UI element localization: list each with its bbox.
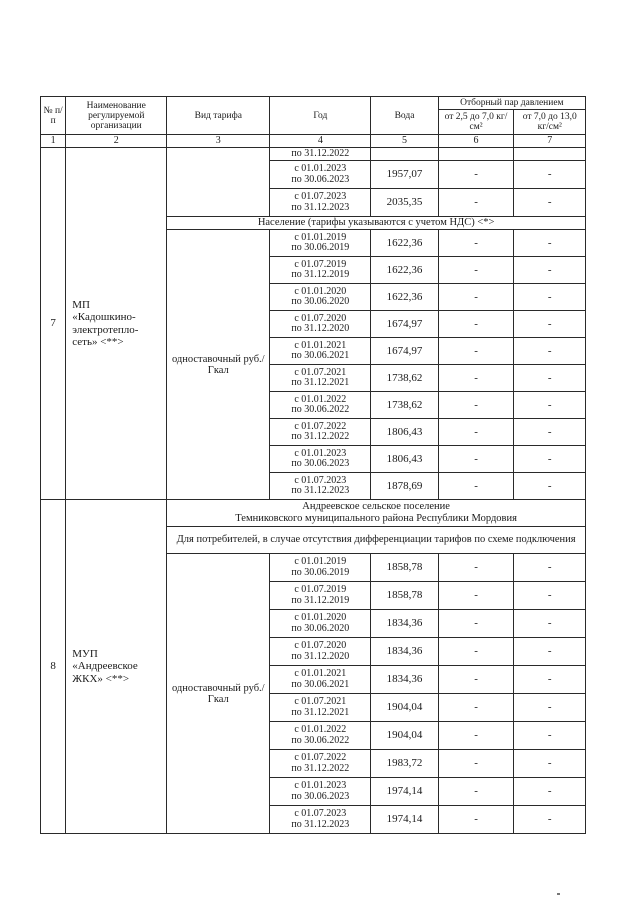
- period-from: с 01.07.2023: [294, 191, 347, 202]
- steam-low-value: -: [438, 257, 514, 284]
- water-value: 1858,78: [371, 554, 438, 582]
- scan-speck: [557, 893, 560, 895]
- header-steam: Отборный пар давлением: [438, 97, 585, 110]
- period-to: по 30.06.2021: [291, 350, 350, 361]
- steam-high-value: -: [514, 610, 586, 638]
- steam-high-value: -: [514, 257, 586, 284]
- period-to: по 30.06.2020: [291, 296, 350, 307]
- settlement-line: Темниковского муниципального района Республики Мордовия: [235, 513, 517, 524]
- steam-high-value: -: [514, 778, 586, 806]
- steam-low-value: -: [438, 161, 514, 189]
- water-value: 1738,62: [371, 365, 438, 392]
- steam-low-value: -: [438, 750, 514, 778]
- water-value: 1983,72: [371, 750, 438, 778]
- column-number: 3: [167, 135, 270, 148]
- period-from: с 01.01.2020: [294, 285, 347, 297]
- period-cell: [270, 419, 371, 446]
- period-cell: [270, 257, 371, 284]
- column-number: 4: [270, 135, 371, 148]
- steam-high-value: -: [514, 638, 586, 666]
- period-to: по 30.06.2019: [291, 242, 350, 253]
- period-from: с 01.01.2023: [294, 163, 347, 174]
- period-cell: [270, 554, 371, 582]
- period-cell: [270, 311, 371, 338]
- water-value: 1622,36: [371, 284, 438, 311]
- period-cell: [270, 806, 371, 834]
- water-value: 1858,78: [371, 582, 438, 610]
- period-to: по 31.12.2019: [291, 594, 350, 606]
- steam-low-value: -: [438, 311, 514, 338]
- period-to: по 31.12.2022: [291, 147, 350, 159]
- period-to: по 31.12.2023: [291, 818, 350, 830]
- water-value: 1904,04: [371, 694, 438, 722]
- tariff-type-empty: [167, 148, 270, 217]
- tariff-type: одноставочный руб./Гкал: [167, 230, 270, 500]
- steam-high-value: -: [514, 419, 586, 446]
- org-number: 8: [41, 500, 66, 834]
- period-from: с 01.07.2019: [294, 584, 347, 595]
- period-to: по 30.06.2023: [291, 458, 350, 469]
- steam-low-value: -: [438, 365, 514, 392]
- period-cell: [270, 284, 371, 311]
- period-from: с 01.01.2023: [294, 780, 347, 791]
- period-from: с 01.01.2019: [294, 231, 347, 243]
- period-to: по 30.06.2020: [291, 622, 350, 634]
- period-cell: [270, 638, 371, 666]
- period-to: по 31.12.2020: [291, 323, 350, 334]
- period-from: с 01.01.2023: [294, 447, 347, 459]
- period-cell: [270, 392, 371, 419]
- steam-high-value: -: [514, 806, 586, 834]
- period-from: с 01.07.2022: [294, 752, 347, 763]
- water-value: 1834,36: [371, 666, 438, 694]
- water-value: 1957,07: [371, 161, 438, 189]
- steam-high-value: -: [514, 311, 586, 338]
- water-value: 1674,97: [371, 338, 438, 365]
- water-value: 1904,04: [371, 722, 438, 750]
- period-from: с 01.07.2021: [294, 696, 347, 707]
- period-cell: [270, 473, 371, 500]
- header-year: Год: [270, 97, 371, 135]
- settlement-line: Андреевское сельское поселение: [302, 501, 450, 512]
- period-to: по 31.12.2020: [291, 650, 350, 662]
- steam-low-value: -: [438, 473, 514, 500]
- steam-low-value: -: [438, 392, 514, 419]
- steam-low-value: -: [438, 610, 514, 638]
- steam-high-value: -: [514, 666, 586, 694]
- steam-low-value: -: [438, 806, 514, 834]
- period-cell: [270, 446, 371, 473]
- org-name-cell: [66, 148, 167, 500]
- water-value: 1806,43: [371, 446, 438, 473]
- steam-high-value: -: [514, 582, 586, 610]
- period-to: по 31.12.2019: [291, 269, 350, 280]
- period-from: с 01.07.2022: [294, 420, 347, 432]
- period-to: по 31.12.2023: [291, 485, 350, 496]
- steam-high-value: -: [514, 365, 586, 392]
- period-from: с 01.07.2020: [294, 312, 347, 324]
- column-number: 5: [371, 135, 438, 148]
- header-org: Наименование регулируемой организации: [66, 97, 167, 135]
- consumers-header: Для потребителей, в случае отсутствия дифференциации тарифов по схеме подключения: [167, 527, 586, 554]
- period-to: по 30.06.2019: [291, 566, 350, 578]
- period-from: с 01.07.2019: [294, 258, 347, 270]
- steam-high-value: -: [514, 230, 586, 257]
- period-from: с 01.07.2021: [294, 366, 347, 378]
- water-value: 1834,36: [371, 610, 438, 638]
- water-value: 1622,36: [371, 257, 438, 284]
- period-to: по 30.06.2022: [291, 404, 350, 415]
- steam-high-value: -: [514, 473, 586, 500]
- water-value: 1738,62: [371, 392, 438, 419]
- period-from: с 01.01.2019: [294, 556, 347, 567]
- steam-low-value: -: [438, 778, 514, 806]
- tariff-table: [40, 96, 586, 834]
- period-cell: [270, 694, 371, 722]
- period-from: с 01.01.2021: [294, 668, 347, 679]
- period-cell: [270, 750, 371, 778]
- org-name: МУП «Андреевское ЖКХ» <**>: [72, 647, 138, 685]
- steam-low-value: -: [438, 338, 514, 365]
- steam-high-value: [514, 148, 586, 161]
- water-value: 1806,43: [371, 419, 438, 446]
- period-from: с 01.07.2023: [294, 808, 347, 819]
- steam-low-value: -: [438, 582, 514, 610]
- period-from: с 01.01.2021: [294, 339, 347, 351]
- steam-low-value: -: [438, 230, 514, 257]
- column-number: 1: [41, 135, 66, 148]
- steam-low-value: -: [438, 554, 514, 582]
- column-number: 7: [514, 135, 586, 148]
- period-to: по 30.06.2023: [291, 173, 350, 185]
- water-value: 2035,35: [371, 189, 438, 217]
- org-name-cell: [66, 500, 167, 834]
- period-to: по 31.12.2022: [291, 762, 350, 774]
- steam-low-value: -: [438, 284, 514, 311]
- steam-high-value: -: [514, 392, 586, 419]
- water-value: 1674,97: [371, 311, 438, 338]
- period-cell: [270, 778, 371, 806]
- header-steam-high: от 7,0 до 13,0 кг/см²: [514, 110, 586, 135]
- steam-low-value: -: [438, 446, 514, 473]
- header-water: Вода: [371, 97, 438, 135]
- period-cell: [270, 722, 371, 750]
- period-to: по 30.06.2022: [291, 734, 350, 746]
- tariff-type: одноставочный руб./Гкал: [167, 554, 270, 834]
- period-cell: [270, 189, 371, 217]
- period-to: по 31.12.2022: [291, 431, 350, 442]
- steam-high-value: -: [514, 446, 586, 473]
- period-from: с 01.01.2022: [294, 724, 347, 735]
- period-to: по 30.06.2023: [291, 790, 350, 802]
- period-from: с 01.01.2020: [294, 612, 347, 623]
- water-value: [371, 148, 438, 161]
- header-num: № п/п: [41, 97, 66, 135]
- section-row: [41, 500, 586, 527]
- period-cell: [270, 666, 371, 694]
- header-row: [41, 97, 586, 110]
- water-value: 1878,69: [371, 473, 438, 500]
- header-tariff-type: Вид тарифа: [167, 97, 270, 135]
- water-value: 1622,36: [371, 230, 438, 257]
- column-number: 2: [66, 135, 167, 148]
- steam-high-value: -: [514, 338, 586, 365]
- period-cell: [270, 161, 371, 189]
- period-cell: [270, 582, 371, 610]
- steam-high-value: -: [514, 189, 586, 217]
- water-value: 1974,14: [371, 806, 438, 834]
- column-number-row: [41, 135, 586, 148]
- steam-high-value: -: [514, 554, 586, 582]
- period-cell: [270, 610, 371, 638]
- period-from: с 01.07.2023: [294, 474, 347, 486]
- period-from: с 01.07.2020: [294, 640, 347, 651]
- steam-low-value: -: [438, 189, 514, 217]
- period-to: по 30.06.2021: [291, 678, 350, 690]
- steam-high-value: -: [514, 750, 586, 778]
- table-row: [41, 148, 586, 161]
- steam-low-value: -: [438, 638, 514, 666]
- header-steam-low: от 2,5 до 7,0 кг/см²: [438, 110, 514, 135]
- period-to: по 31.12.2021: [291, 377, 350, 388]
- water-value: 1974,14: [371, 778, 438, 806]
- period-to: по 31.12.2021: [291, 706, 350, 718]
- steam-low-value: -: [438, 722, 514, 750]
- steam-low-value: -: [438, 419, 514, 446]
- steam-high-value: -: [514, 694, 586, 722]
- settlement-header: [167, 500, 586, 527]
- period-cell: [270, 230, 371, 257]
- period-from: с 01.01.2022: [294, 393, 347, 405]
- steam-high-value: -: [514, 722, 586, 750]
- period-cell: [270, 365, 371, 392]
- period-cell: [270, 148, 371, 161]
- period-to: по 31.12.2023: [291, 201, 350, 213]
- steam-low-value: -: [438, 666, 514, 694]
- period-cell: [270, 338, 371, 365]
- steam-low-value: -: [438, 694, 514, 722]
- org-number: 7: [41, 148, 66, 500]
- org-name: МП «Кадошкино- электротепло- сеть» <**>: [72, 298, 139, 348]
- steam-high-value: -: [514, 284, 586, 311]
- column-number: 6: [438, 135, 514, 148]
- water-value: 1834,36: [371, 638, 438, 666]
- population-header: Население (тарифы указываются с учетом НДС) <*>: [167, 217, 586, 230]
- steam-low-value: [438, 148, 514, 161]
- steam-high-value: -: [514, 161, 586, 189]
